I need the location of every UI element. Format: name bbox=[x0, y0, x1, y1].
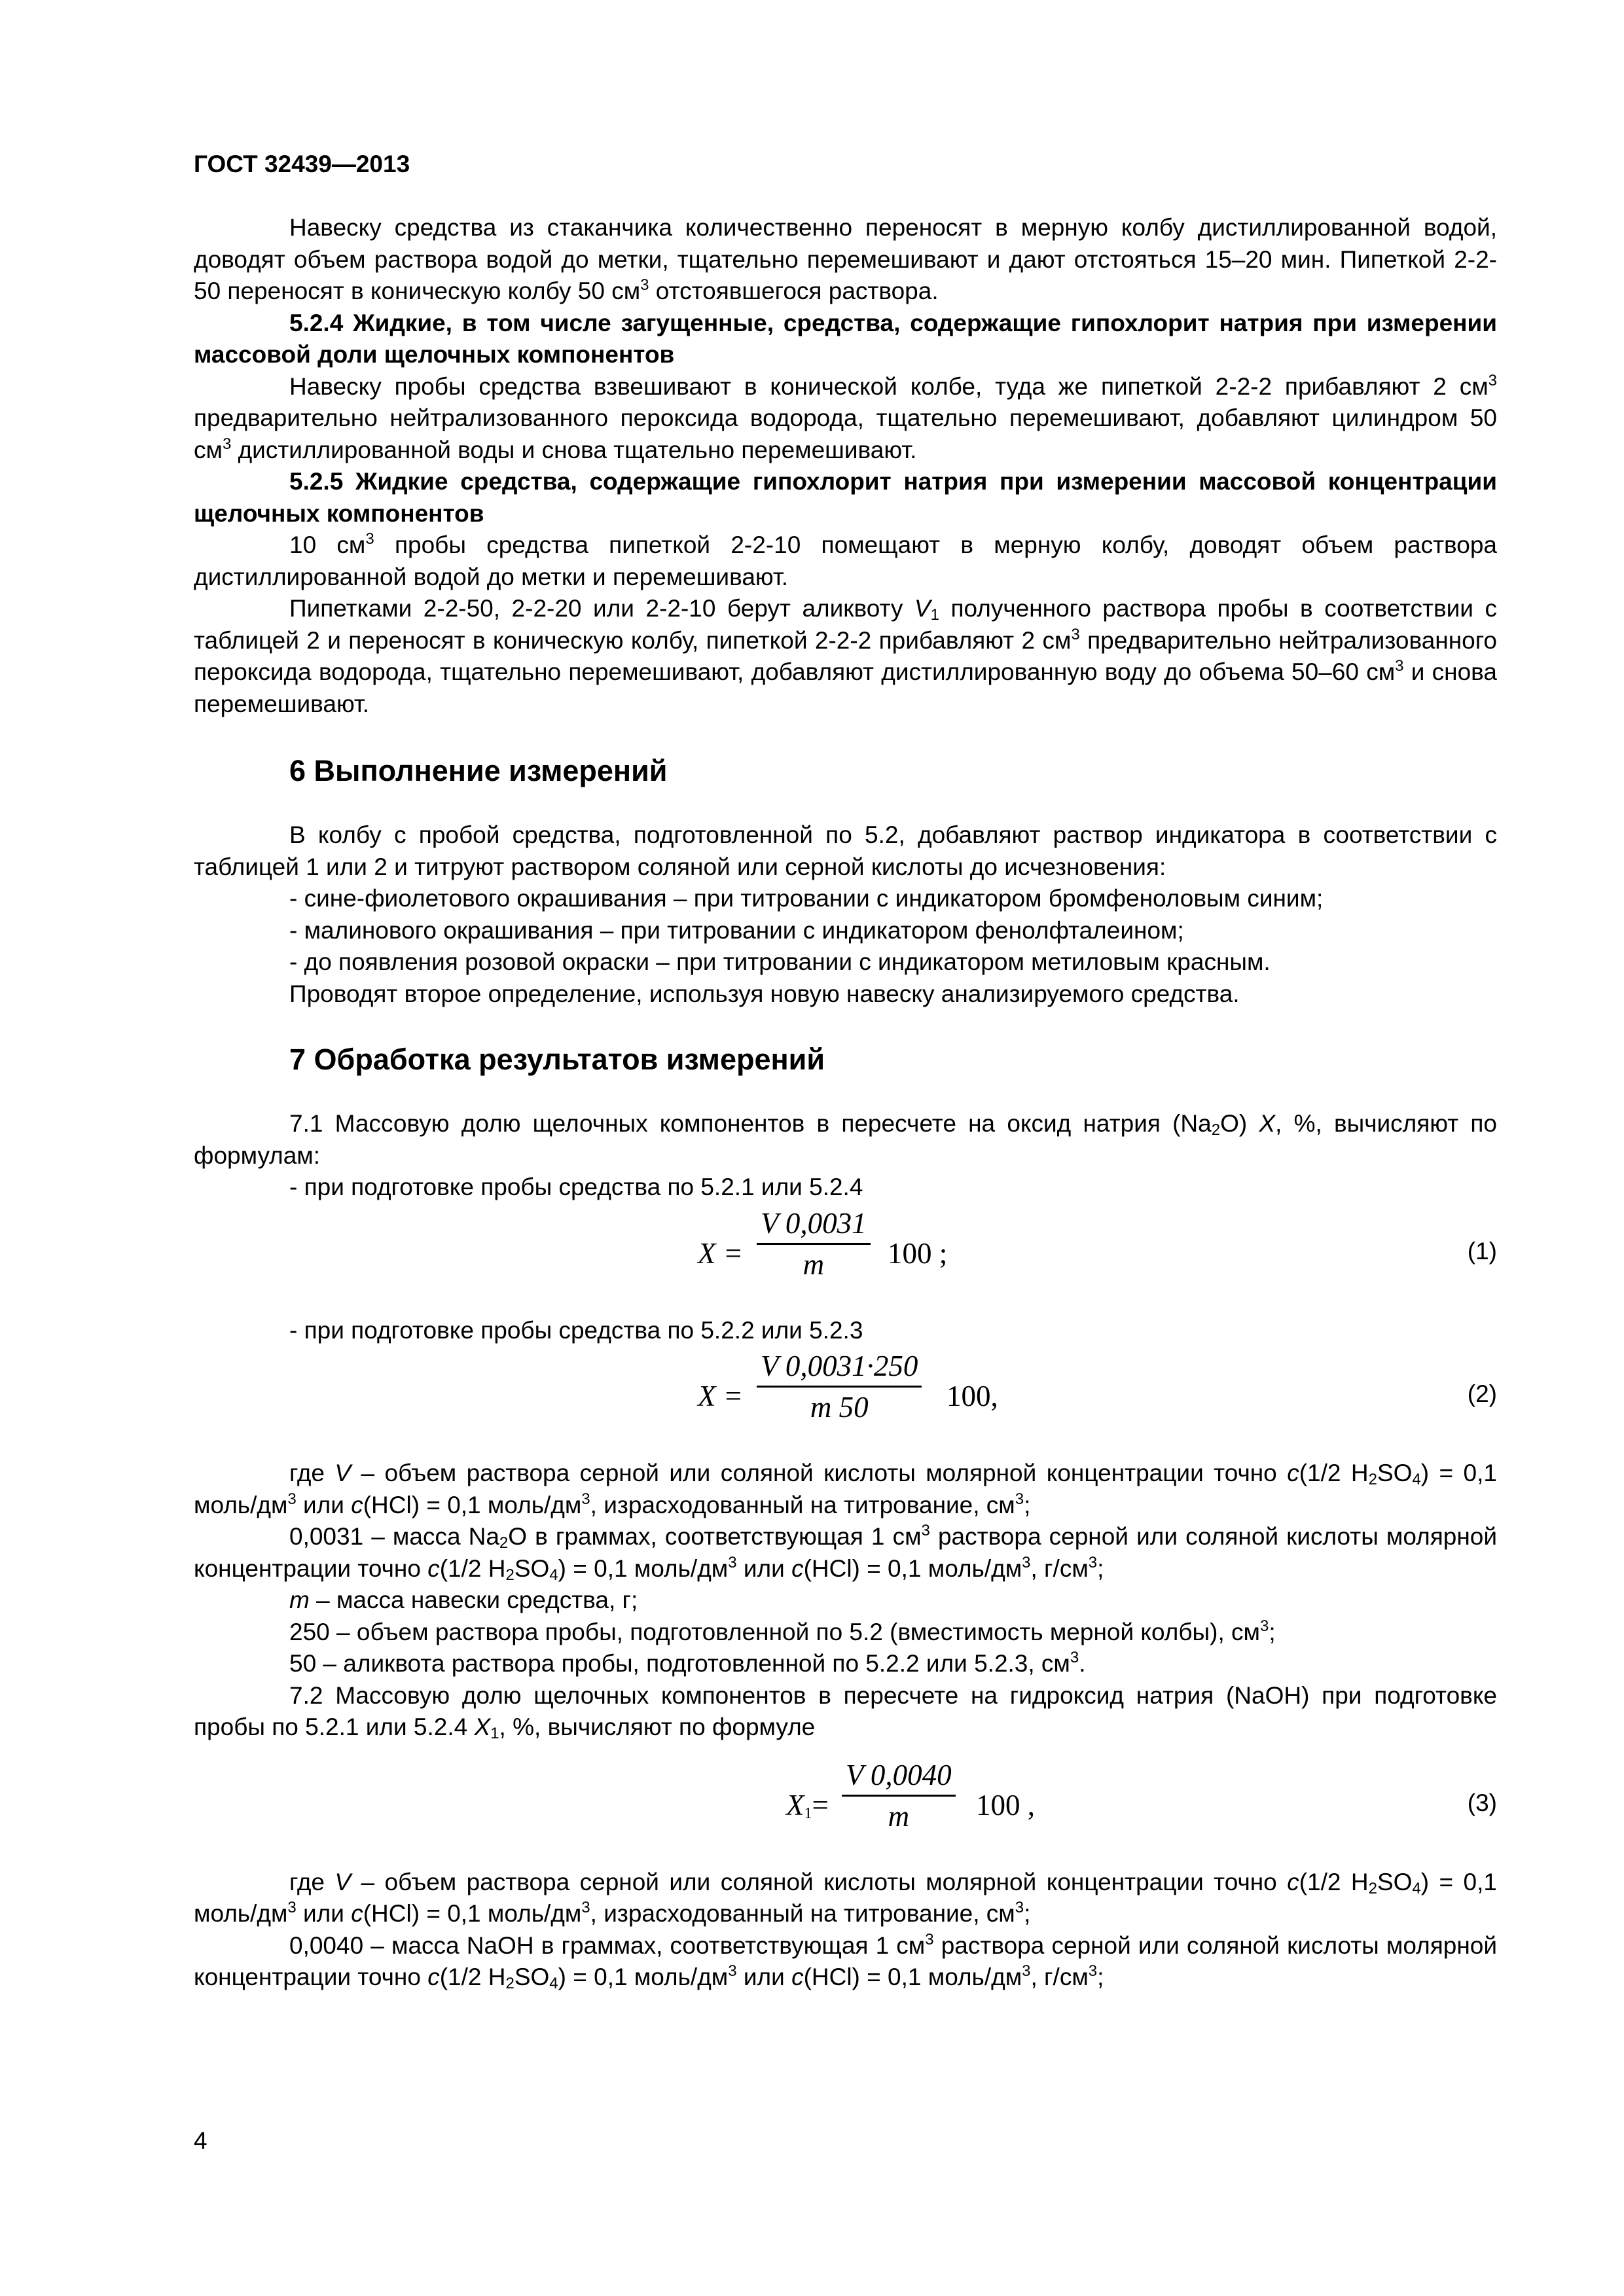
formula-lhs: $X_1=$ bbox=[786, 1788, 829, 1822]
where-50-definition: 50 – аликвота раствора пробы, подготовленной по 5.2.2 или 5.2.3, $см^3$. bbox=[289, 1649, 1086, 1677]
list-item: - сине-фиолетового окрашивания – при титровании с индикатором бромфеноловым синим; bbox=[289, 885, 1324, 912]
formula-tail: 100 ; bbox=[888, 1236, 948, 1270]
formula-tail: 100 , bbox=[976, 1788, 1035, 1821]
section-7-heading: 7 Обработка результатов измерений bbox=[289, 1043, 825, 1076]
subsection-5-2-4-title: 5.2.4 Жидкие, в том числе загущенные, средства, содержащие гипохлорит натрия при измерении массовой доли щелочных компонентов bbox=[194, 309, 1497, 368]
subsection-5-2-5-text-1: 10 $см^3$ пробы средства пипеткой 2-2-10 помещают в мерную колбу, доводят объем раствора дистиллированной водой до метки и перемешивают. bbox=[194, 530, 1497, 590]
formula-2 bbox=[194, 1346, 1497, 1458]
where-250-definition: 250 – объем раствора пробы, подготовленной по 5.2 (вместимость мерной колбы), $см^3$; bbox=[289, 1617, 1276, 1645]
equation-number: (3) bbox=[1467, 1789, 1497, 1816]
case-2-label: - при подготовке пробы средства по 5.2.2 или 5.2.3 bbox=[289, 1316, 863, 1344]
where-v-definition: где V – объем раствора серной или соляной кислоты молярной концентрации точно c(1/2 $H_2SO_4) = 0,1$ моль/$дм^3$ или c(HCl) = 0,1 моль/$дм^3$, израсходованный на титрование, $см^3$; bbox=[194, 1460, 1497, 1518]
formula-numerator: V 0,0031·250 bbox=[757, 1346, 922, 1388]
subsection-5-2-5-text-2: Пипетками 2-2-50, 2-2-20 или 2-2-10 берут аликвоту $V_1$ полученного раствора пробы в соответствии с таблицей 2 и переносят в коническую колбу, пипеткой 2-2-2 прибавляют 2 $см^3$ предварительно нейтрализованного пероксида водорода, тщательно перемешивают, добавляют дистиллированную воду до объема 50–60 $см^3$ и снова перемешивают. bbox=[194, 595, 1497, 717]
document-page bbox=[194, 151, 1497, 1994]
section-7-2-text: 7.2 Массовую долю щелочных компонентов в пересчете на гидроксид натрия (NaOH) при подготовке пробы по 5.2.1 или 5.2.4 $X_1$, %, вычисляют по формуле bbox=[194, 1681, 1497, 1742]
section-6-repeat: Проводят второе определение, используя новую навеску анализируемого средства. bbox=[289, 980, 1240, 1007]
where-0040-definition: 0,0040 – масса NaOH в граммах, соответствующая 1 $см^3$ раствора серной или соляной кислоты молярной концентрации точно c(1/2 $H_2SO_4) = 0,1$ моль/$дм^3$ или c(HCl) = 0,1 моль/$дм^3$, $г/см^3$; bbox=[194, 1930, 1497, 1992]
section-6-heading: 6 Выполнение измерений bbox=[289, 754, 668, 787]
formula-fraction bbox=[757, 1346, 922, 1427]
formula-tail: 100, bbox=[947, 1380, 998, 1412]
formula-denominator: m bbox=[888, 1799, 910, 1833]
list-item: - до появления розовой окраски – при титровании с индикатором метиловым красным. bbox=[289, 948, 1271, 975]
formula-fraction bbox=[757, 1204, 871, 1284]
case-1-label: - при подготовке пробы средства по 5.2.1 или 5.2.4 bbox=[289, 1174, 863, 1200]
subsection-5-2-5-title: 5.2.5 Жидкие средства, содержащие гипохлорит натрия при измерении массовой концентрации щелочных компонентов bbox=[194, 468, 1497, 527]
formula-lhs: X = bbox=[698, 1380, 744, 1412]
paragraph-sample-transfer: Навеску средства из стаканчика количественно переносят в мерную колбу дистиллированной водой, доводят объем раствора водой до метки, тщательно перемешивают и дают отстояться 15–20 мин. Пипеткой 2-2-50 переносят в коническую колбу 50 $см^3$ отстоявшегося раствора. bbox=[194, 214, 1497, 304]
where-v-definition-2: где V – объем раствора серной или соляной кислоты молярной концентрации точно c(1/2 $H_2SO_4) = 0,1$ моль/$дм^3$ или c(HCl) = 0,1 моль/$дм^3$, израсходованный на титрование, $см^3$; bbox=[194, 1868, 1497, 1927]
formula-denominator: m 50 bbox=[810, 1391, 869, 1424]
formula-numerator: V 0,0031 bbox=[757, 1204, 871, 1245]
formula-3 bbox=[194, 1755, 1497, 1867]
formula-numerator: V 0,0040 bbox=[842, 1755, 956, 1797]
equation-number: (2) bbox=[1467, 1380, 1497, 1407]
equation-number: (1) bbox=[1467, 1237, 1497, 1265]
formula-denominator: m bbox=[803, 1247, 825, 1281]
page-number: 4 bbox=[194, 2127, 208, 2154]
list-item: - малинового окрашивания – при титровании с индикатором фенолфталеином; bbox=[289, 916, 1184, 944]
formula-1 bbox=[194, 1204, 1497, 1315]
where-m-definition: m – масса навески средства, г; bbox=[289, 1587, 638, 1613]
section-6-intro: В колбу с пробой средства, подготовленной по 5.2, добавляют раствор индикатора в соответствии с таблицей 1 или 2 и титруют раствором соляной или серной кислоты до исчезновения: bbox=[194, 821, 1497, 880]
subsection-5-2-4-text: Навеску пробы средства взвешивают в конической колбе, туда же пипеткой 2-2-2 прибавляют 2 $см^3$ предварительно нейтрализованного пероксида водорода, тщательно перемешивают, добавляют цилиндром 50 $см^3$ дистиллированной воды и снова тщательно перемешивают. bbox=[194, 371, 1497, 463]
section-7-1-text: 7.1 Массовую долю щелочных компонентов в пересчете на оксид натрия $(Na_2O)$ X, %, вычисляют по формулам: bbox=[194, 1110, 1497, 1169]
formula-lhs: X = bbox=[698, 1236, 744, 1270]
where-0031-definition: 0,0031 – масса $Na_2O$ в граммах, соответствующая 1 $см^3$ раствора серной или соляной кислоты молярной концентрации точно c(1/2 $H_2SO_4) = 0,1$ моль/$дм^3$ или c(HCl) = 0,1 моль/$дм^3$, $г/см^3$; bbox=[194, 1522, 1498, 1584]
formula-fraction bbox=[842, 1755, 956, 1836]
document-header: ГОСТ 32439—2013 bbox=[194, 151, 410, 177]
